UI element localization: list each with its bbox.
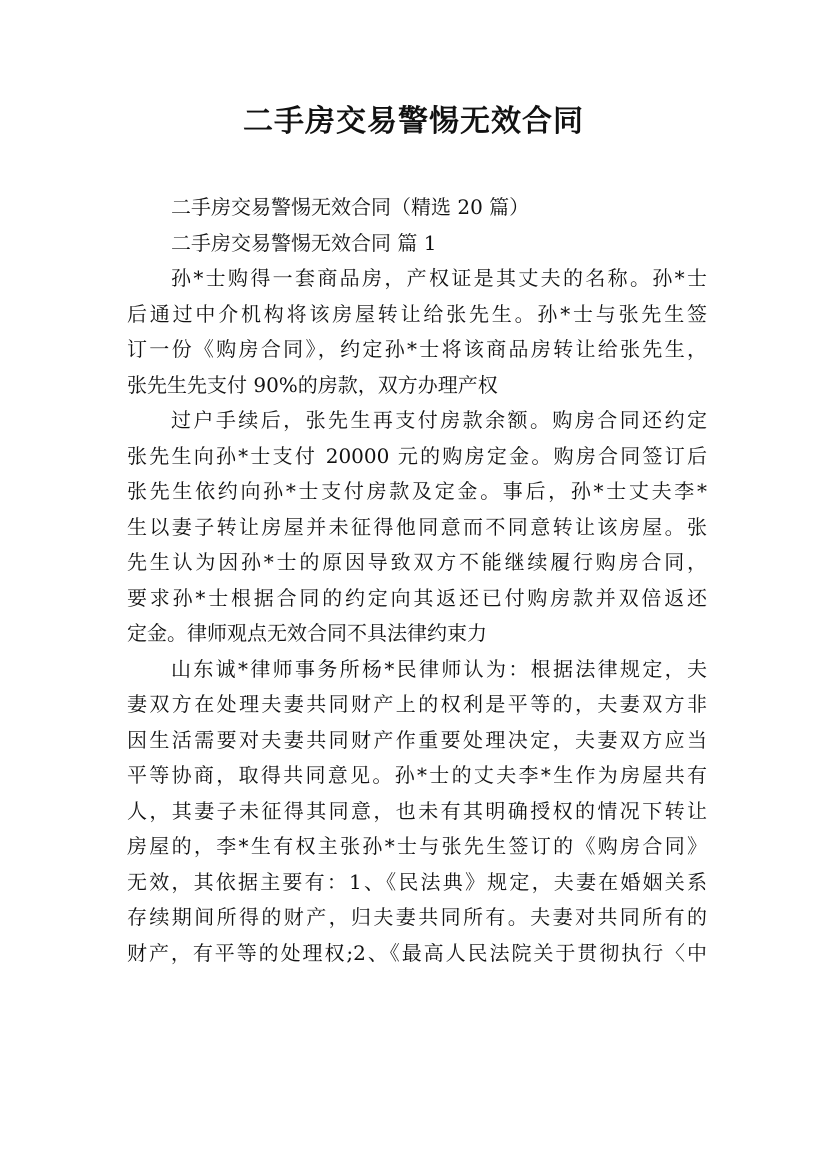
- text-line: 平等协商，取得共同意见。孙*士的丈夫李*生作为房屋共有: [127, 763, 707, 787]
- text-line: 人，其妻子未征得其同意，也未有其明确授权的情况下转让: [127, 798, 707, 823]
- text-line: 张先生依约向孙*士支付房款及定金。事后，孙*士丈夫李*: [127, 479, 707, 503]
- text-line: 订一份《购房合同》，约定孙*士将该商品房转让给张先生，: [127, 337, 707, 361]
- text-line: 妻双方在处理夫妻共同财产上的权利是平等的，夫妻双方非: [127, 692, 707, 716]
- text-line: 生以妻子转让房屋并未征得他同意而不同意转让该房屋。张: [127, 514, 707, 539]
- document-body: [127, 190, 707, 971]
- text-line: 定金。律师观点无效合同不具法律约束力: [127, 621, 487, 645]
- text-line: 张先生先支付 90%的房款，双方办理产权: [127, 372, 498, 397]
- text-line: 孙*士购得一套商品房，产权证是其丈夫的名称。孙*士: [171, 266, 707, 290]
- text-line: 二手房交易警惕无效合同 篇 1: [171, 230, 437, 255]
- text-line: 存续期间所得的财产，归夫妻共同所有。夫妻对共同所有的: [127, 905, 707, 929]
- text-line: 房屋的，李*生有权主张孙*士与张先生签订的《购房合同》: [127, 834, 707, 858]
- text-line: 二手房交易警惕无效合同（精选 20 篇）: [171, 195, 530, 219]
- text-line: 后通过中介机构将该房屋转让给张先生。孙*士与张先生签: [127, 301, 707, 326]
- text-line: 财产，有平等的处理权;2、《最高人民法院关于贯彻执行〈中: [127, 940, 707, 965]
- text-line: 先生认为因孙*士的原因导致双方不能继续履行购房合同，: [127, 550, 707, 574]
- text-line: 因生活需要对夫妻共同财产作重要处理决定，夫妻双方应当: [127, 727, 707, 752]
- document-title: 二手房交易警惕无效合同: [243, 104, 584, 139]
- text-line: 无效，其依据主要有：1、《民法典》规定，夫妻在婚姻关系: [127, 869, 707, 894]
- text-line: 张先生向孙*士支付 20000 元的购房定金。购房合同签订后: [127, 443, 707, 468]
- text-line: 山东诚*律师事务所杨*民律师认为：根据法律规定，夫: [171, 656, 707, 681]
- text-line: 过户手续后，张先生再支付房款余额。购房合同还约定: [171, 408, 707, 432]
- text-line: 要求孙*士根据合同的约定向其返还已付购房款并双倍返还: [127, 585, 707, 610]
